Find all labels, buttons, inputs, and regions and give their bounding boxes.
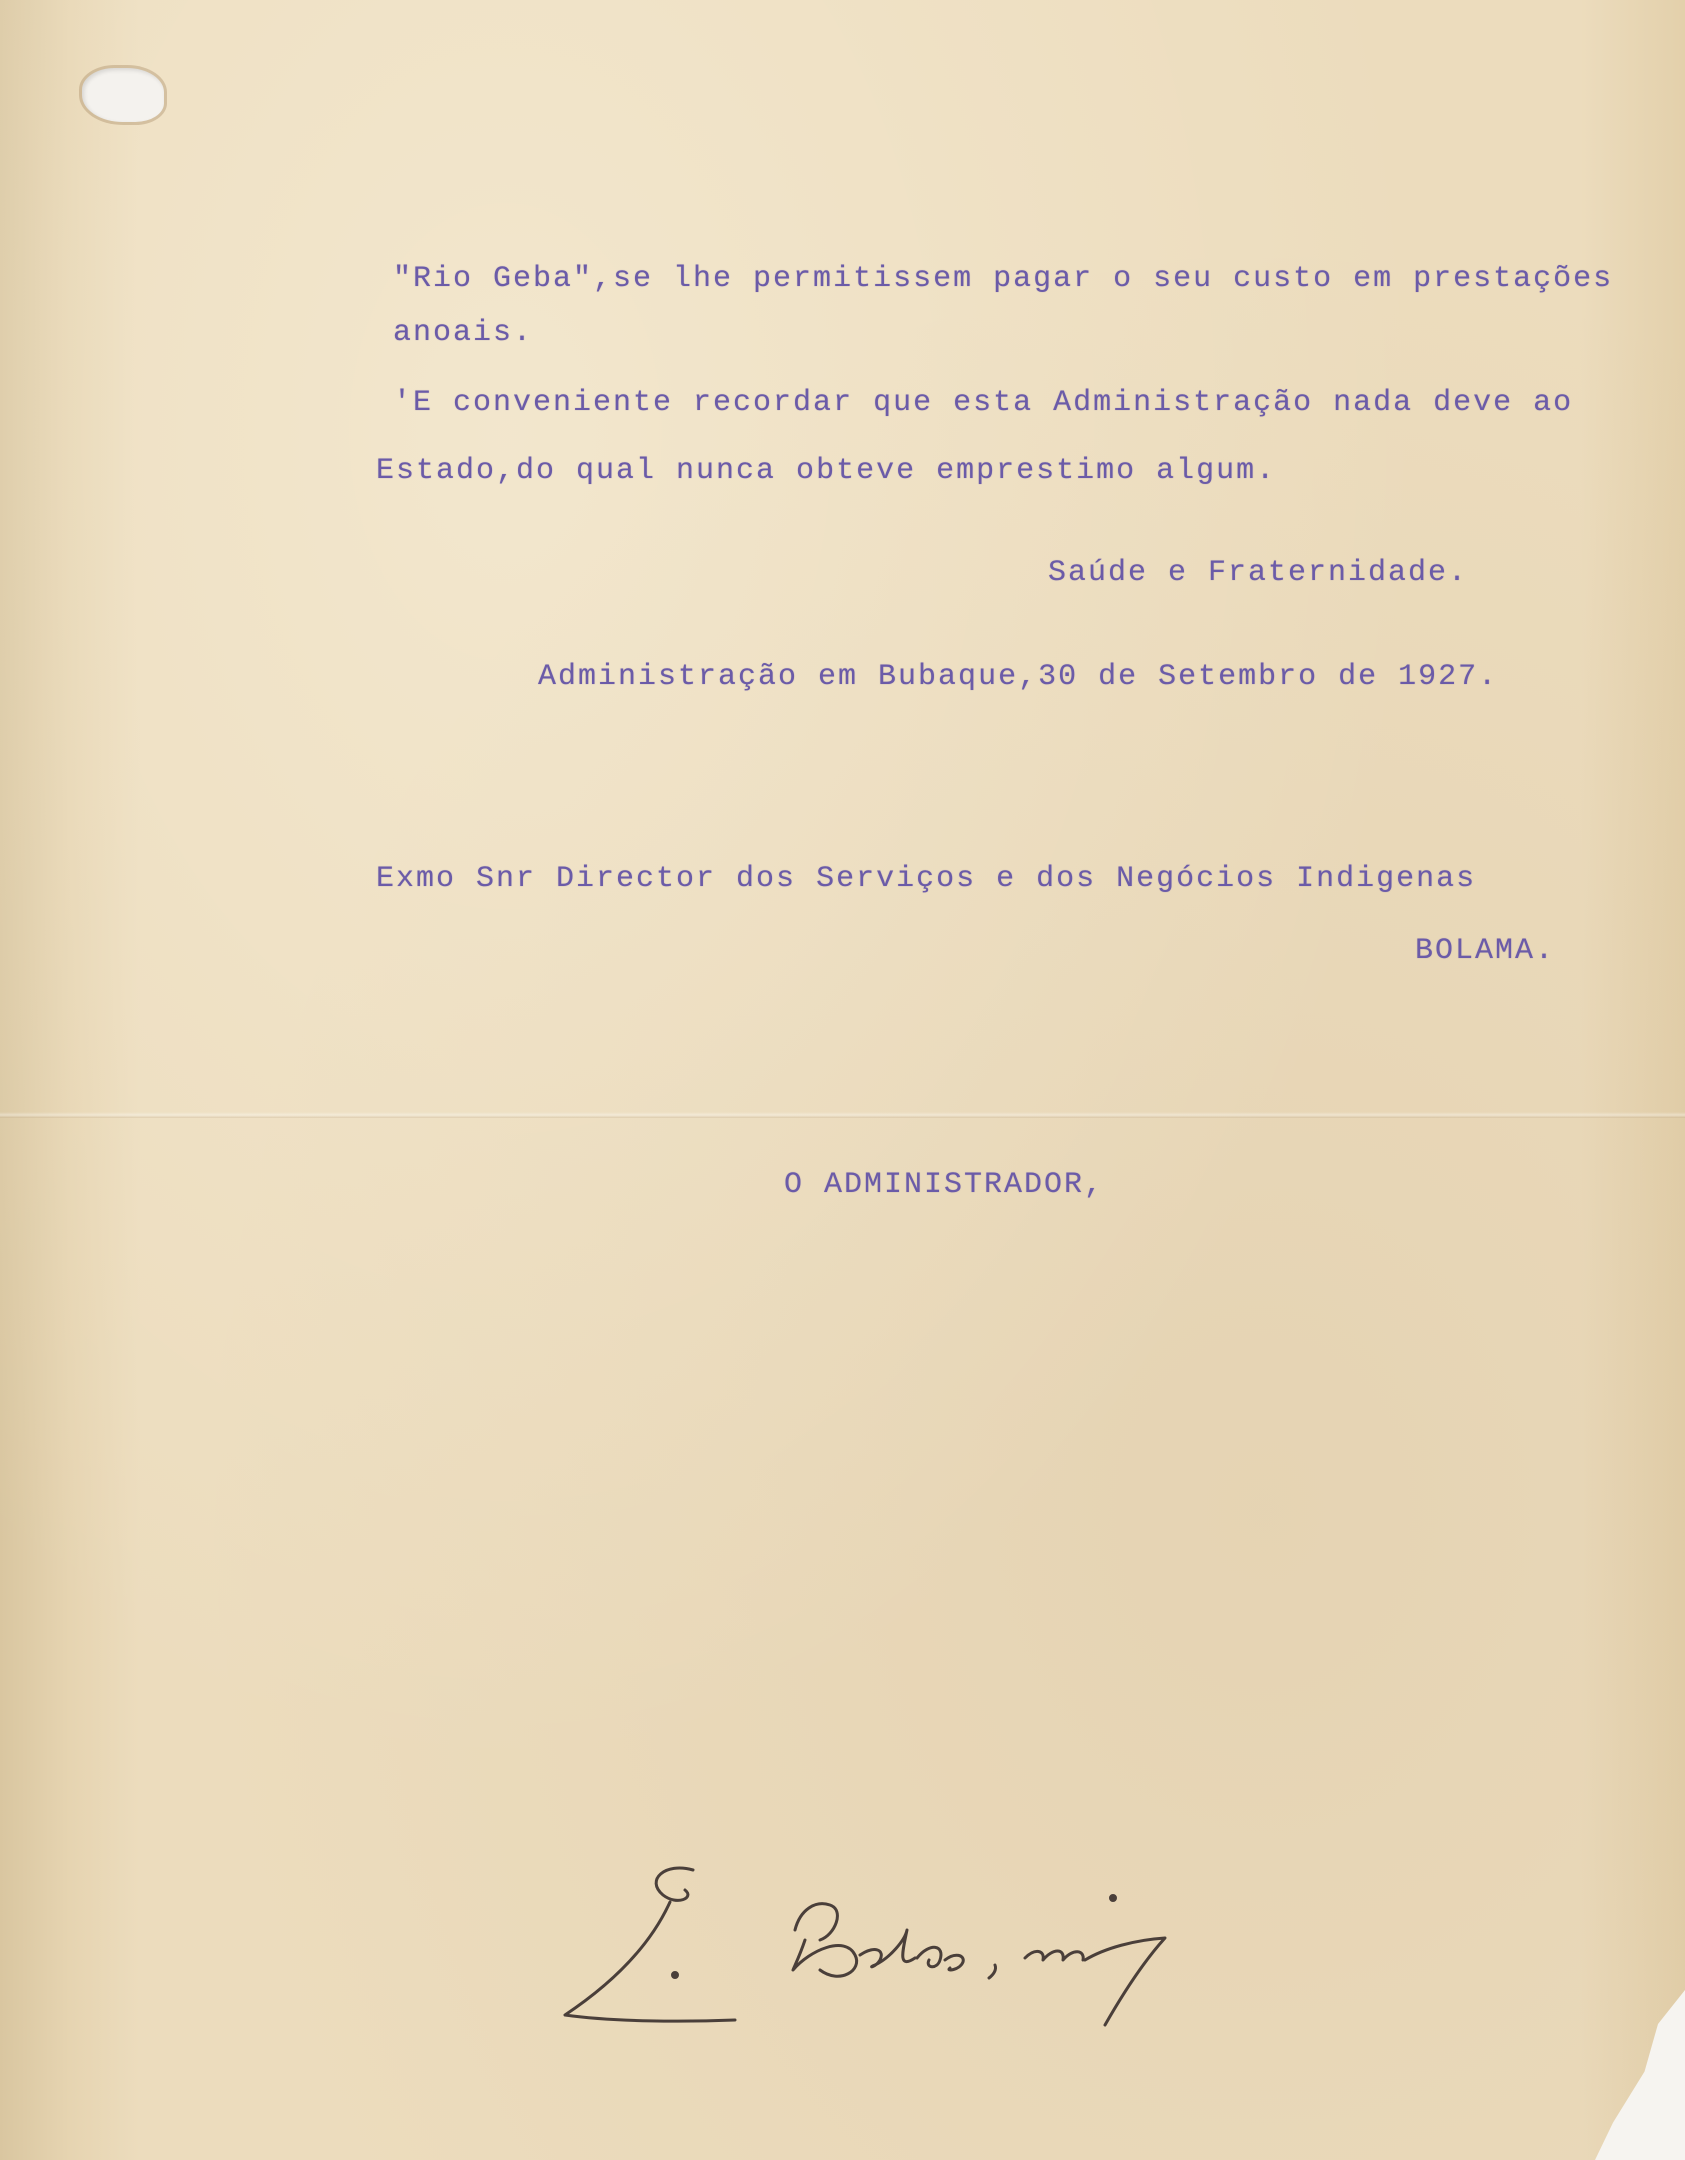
handwritten-signature bbox=[545, 1840, 1305, 2030]
body-line-2: anoais. bbox=[393, 316, 534, 350]
body-line-3: 'E conveniente recordar que esta Administração nada deve ao bbox=[393, 386, 1574, 420]
paper-fold bbox=[0, 1112, 1685, 1118]
punch-hole bbox=[82, 68, 164, 122]
body-line-1: "Rio Geba",se lhe permitissem pagar o seu custo em prestações bbox=[393, 262, 1614, 296]
place-and-date: Administração em Bubaque,30 de Setembro de 1927. bbox=[538, 660, 1499, 694]
recipient-location: BOLAMA. bbox=[1415, 934, 1556, 968]
body-line-4: Estado,do qual nunca obteve emprestimo algum. bbox=[376, 454, 1277, 488]
recipient: Exmo Snr Director dos Serviços e dos Negócios Indigenas bbox=[376, 862, 1477, 896]
closing-salutation: Saúde e Fraternidade. bbox=[1048, 556, 1469, 590]
signatory-title: O ADMINISTRADOR, bbox=[784, 1168, 1105, 1202]
torn-corner bbox=[1595, 1990, 1685, 2160]
